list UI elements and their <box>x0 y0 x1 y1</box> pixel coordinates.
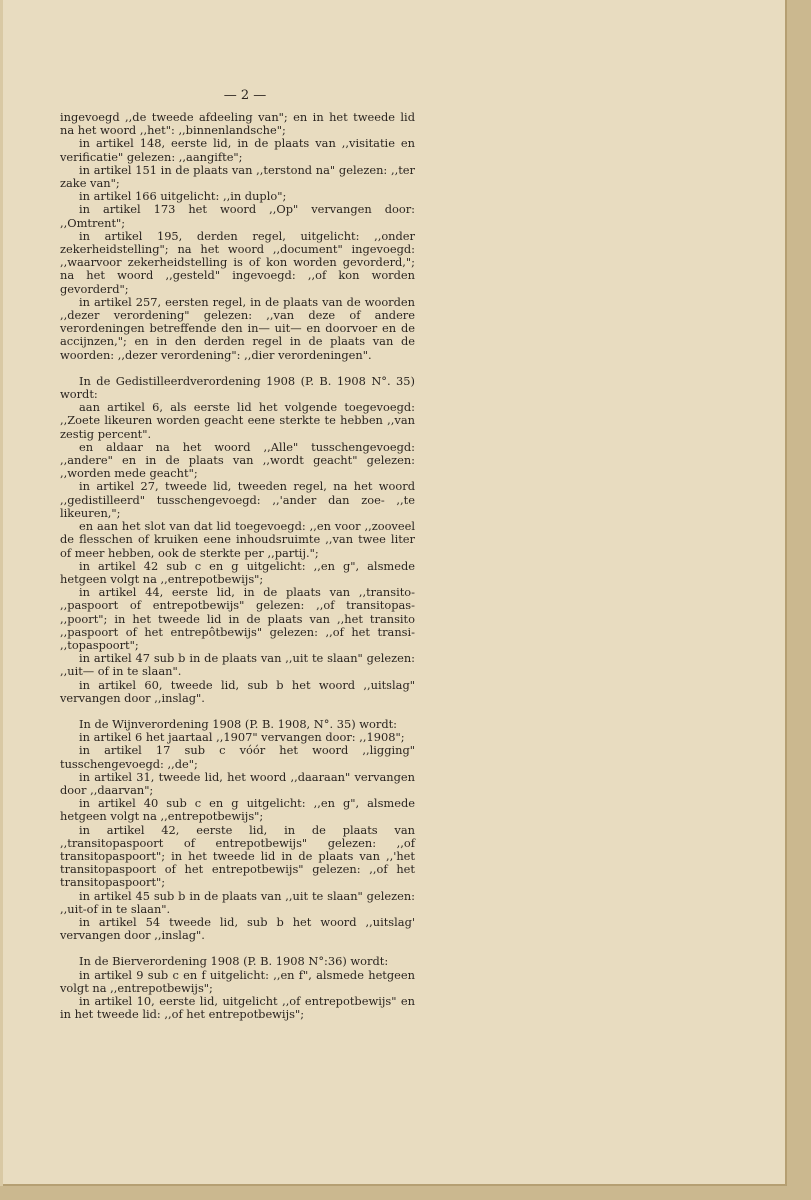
paragraph: in artikel 40 sub c en g uitgelicht: ,,en g", alsmede hetgeen volgt na ,,entrepotbewijs"; <box>60 796 415 824</box>
paragraph: in artikel 44, eerste lid, in de plaats van ,,transito- ,,paspoort of entrepotbewijs" gelezen: ,,of transitopas- ,,poort"; in het tweede lid in de plaats van ,,het transito ,,paspoort of het entrepôtbewijs" gelezen: ,,of het transi- ,,topaspoort"; <box>60 585 415 652</box>
background-strip <box>787 0 811 1200</box>
paragraph: in artikel 257, eersten regel, in de plaats van de woorden ,,dezer verordening" gelezen: ,,van deze of andere verordeningen betreffende den in— uit— en doorvoer en de accijnzen,"; en in den derden regel in de plaats van de woorden: ,,dezer verordening": ,,dier verordeningen". <box>60 294 415 362</box>
paragraph: ingevoegd ,,de tweede afdeeling van"; en in het tweede lid na het woord ,,het": ,,binnenlandsche"; <box>60 110 415 138</box>
paragraph: in artikel 47 sub b in de plaats van ,,uit te slaan" gelezen: ,,uit— of in te slaan". <box>60 651 415 679</box>
paragraph: in artikel 10, eerste lid, uitgelicht ,,of entrepotbewijs" en in het tweede lid: ,,of het entrepotbewijs"; <box>60 994 415 1022</box>
paragraph: in artikel 27, tweede lid, tweeden regel, na het woord ,,gedistilleerd" tusschengevoegd: ,,'ander dan zoe- ,,te likeuren,"; <box>60 479 415 520</box>
paragraph: in artikel 45 sub b in de plaats van ,,uit te slaan" gelezen: ,,uit-of in te slaan". <box>60 888 415 916</box>
page-number: — 2 — <box>223 88 267 103</box>
paragraph: en aan het slot van dat lid toegevoegd: ,,en voor ,,zooveel de flesschen of kruiken eene inhoudsruimte ,,van twee liter of meer hebben, ook de sterkte per ,,partij."; <box>60 519 415 560</box>
body-text <box>60 111 415 1021</box>
paragraph: in artikel 173 het woord ,,Op" vervangen door: ,,Omtrent"; <box>60 202 415 230</box>
paragraph: in artikel 148, eerste lid, in de plaats van ,,visitatie en verificatie" gelezen: ,,aangifte"; <box>60 136 415 164</box>
paragraph: in artikel 54 tweede lid, sub b het woord ,,uitslag' vervangen door ,,inslag". <box>60 914 415 943</box>
section-heading-bierverordening: In de Bierverordening 1908 (P. B. 1908 N°:36) wordt: <box>79 954 389 969</box>
paragraph: in artikel 166 uitgelicht: ,,in duplo"; <box>79 189 287 204</box>
paragraph: in artikel 151 in de plaats van ,,terstond na" gelezen: ,,ter zake van"; <box>60 162 415 191</box>
paragraph: in artikel 9 sub c en f uitgelicht: ,,en f", alsmede hetgeen volgt na ,,entrepotbewijs"; <box>60 967 415 995</box>
page-edge <box>0 0 3 1186</box>
paragraph: in artikel 42 sub c en g uitgelicht: ,,en g", alsmede hetgeen volgt na ,,entrepotbewijs"; <box>60 558 415 586</box>
paragraph: in artikel 6 het jaartaal ,,1907" vervangen door: ,,1908"; <box>79 730 405 745</box>
paragraph: in artikel 42, eerste lid, in de plaats van ,,transitopaspoort of entrepotbewijs" gelezen: ,,of transitopaspoort"; in het tweede lid in de plaats van ,,'het transitopaspoort of het entrepotbewijs" gelezen: ,,of het transitopaspoort"; <box>60 822 415 890</box>
section-heading-wijnverordening: In de Wijnverordening 1908 (P. B. 1908, N°. 35) wordt: <box>79 716 398 731</box>
section-heading-gedistilleerdverordening: In de Gedistilleerdverordening 1908 (P. B. 1908 N°. 35) wordt: <box>60 373 415 402</box>
paragraph: in artikel 60, tweede lid, sub b het woord ,,uitslag" vervangen door ,,inslag". <box>60 677 415 705</box>
paragraph: en aldaar na het woord ,,Alle" tusschengevoegd: ,,andere" en in de plaats van ,,wordt geacht" gelezen: ,,worden mede geacht"; <box>60 439 415 481</box>
paragraph: aan artikel 6, als eerste lid het volgende toegevoegd: ,,Zoete likeuren worden geacht eene sterkte te hebben ,,van zestig percent". <box>60 400 415 441</box>
paragraph: in artikel 31, tweede lid, het woord ,,daaraan" vervangen door ,,daarvan"; <box>60 769 415 797</box>
paragraph: in artikel 17 sub c vóór het woord ,,ligging" tusschengevoegd: ,,de"; <box>60 743 415 771</box>
paragraph: in artikel 195, derden regel, uitgelicht: ,,onder zekerheidstelling"; na het woord ,,document" ingevoegd: ,,waarvoor zekerheidstelling is of kon worden gevorderd,"; na het woord ,,gesteld" ingevoegd: ,,of kon worden gevorderd"; <box>60 228 415 296</box>
